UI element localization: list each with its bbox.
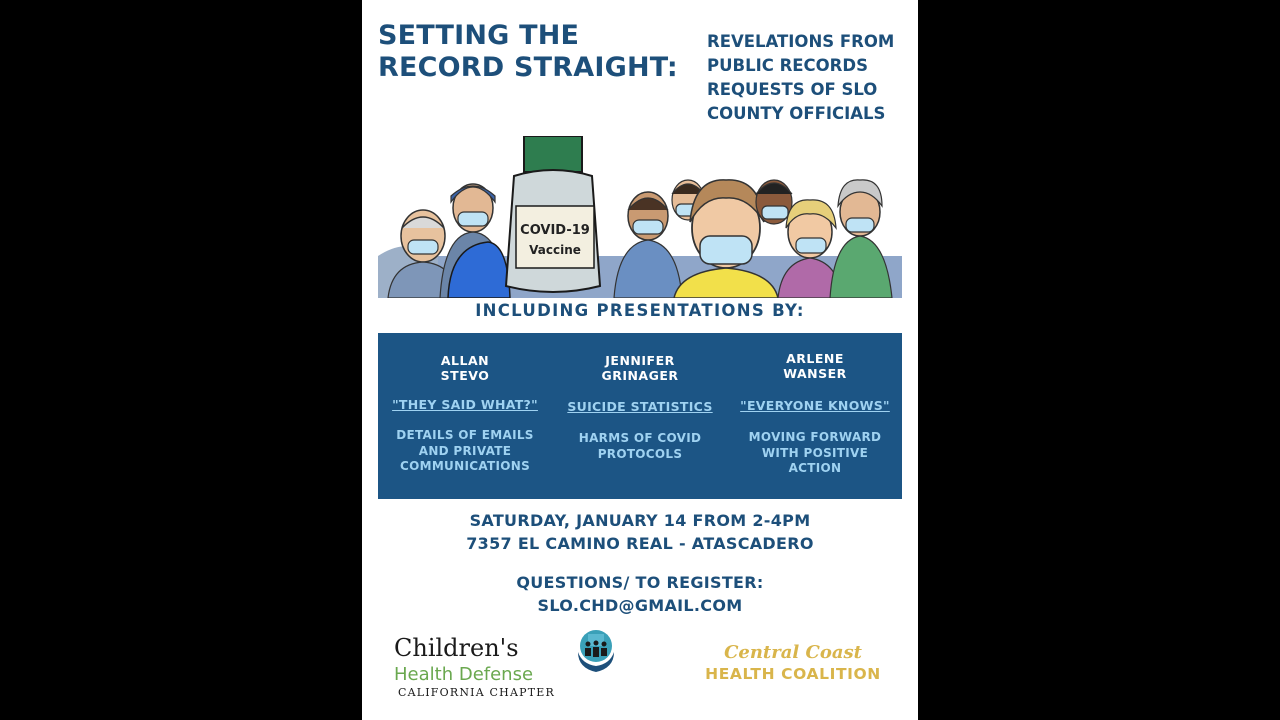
- description-line-3: COMMUNICATIONS: [399, 459, 531, 473]
- presenter-name-line-2: GRINAGER: [601, 368, 679, 383]
- description-line-2: WITH POSITIVE: [761, 445, 869, 460]
- event-details: [362, 509, 918, 555]
- ccc-logo-line-2: HEALTH COALITION: [705, 665, 881, 683]
- presentation-description: [378, 428, 552, 475]
- childrens-health-defense-logo: [394, 628, 594, 704]
- presenter-column-3: [728, 333, 902, 499]
- presentation-title: SUICIDE STATISTICS: [567, 399, 713, 414]
- presenter-name-line-1: ARLENE: [786, 351, 844, 366]
- presenter-name: [378, 353, 552, 383]
- central-coast-health-coalition-logo: [698, 642, 888, 683]
- registration-label: QUESTIONS/ TO REGISTER:: [516, 573, 764, 592]
- registration-email: SLO.CHD@GMAIL.COM: [537, 596, 743, 615]
- person-back-1: [614, 192, 682, 298]
- subtitle-line-2: PUBLIC RECORDS: [707, 56, 868, 75]
- masked-crowd-vaccine-illustration: [378, 136, 902, 298]
- presenter-column-2: [553, 333, 727, 499]
- registration-info: [362, 571, 918, 617]
- description-line-1: DETAILS OF EMAILS: [396, 428, 534, 442]
- presenter-name: [728, 351, 902, 381]
- presenter-name: [553, 353, 727, 383]
- presenter-name-line-2: STEVO: [440, 368, 490, 383]
- subtitle-line-3: REQUESTS OF SLO: [707, 80, 878, 99]
- description-line-2: AND PRIVATE: [418, 443, 512, 458]
- description-line-1: MOVING FORWARD: [748, 430, 882, 444]
- presenter-name-line-1: ALLAN: [440, 353, 490, 368]
- presentation-title: "EVERYONE KNOWS": [740, 398, 890, 413]
- chd-logo-line-3: CALIFORNIA CHAPTER: [398, 686, 555, 699]
- chd-logo-line-1: Children's: [394, 634, 519, 662]
- event-address: 7357 EL CAMINO REAL - ATASCADERO: [466, 534, 814, 553]
- ccc-logo-line-1: Central Coast: [724, 642, 862, 663]
- event-date-time: SATURDAY, JANUARY 14 FROM 2-4PM: [469, 511, 811, 530]
- presentation-description: [728, 430, 902, 477]
- presenter-column-1: [378, 333, 552, 499]
- subtitle-line-4: COUNTY OFFICIALS: [707, 104, 886, 123]
- person-right-1: [756, 180, 792, 224]
- masked-crowd-drawing: [378, 136, 902, 298]
- hands-family-emblem-icon: [574, 628, 618, 674]
- presentation-title: "THEY SAID WHAT?": [392, 397, 538, 412]
- vial-label-line-2: Vaccine: [529, 243, 581, 257]
- presentation-description: [553, 431, 727, 462]
- presenter-name-line-1: JENNIFER: [605, 353, 675, 368]
- description-line-2: PROTOCOLS: [597, 446, 683, 461]
- person-right-3: [830, 180, 892, 298]
- vaccine-vial: [506, 136, 600, 292]
- chd-logo-line-2: Health Defense: [394, 664, 534, 685]
- flyer-subtitle: [707, 30, 907, 126]
- title-line-1: SETTING THE: [378, 20, 580, 51]
- presenter-name-line-2: WANSER: [783, 366, 847, 381]
- subtitle-line-1: REVELATIONS FROM: [707, 32, 895, 51]
- presenters-panel: [378, 333, 902, 499]
- description-line-1: HARMS OF COVID: [578, 431, 702, 445]
- presenters-heading: INCLUDING PRESENTATIONS BY:: [475, 301, 805, 320]
- vial-label-line-1: COVID-19: [520, 223, 590, 238]
- event-flyer: [362, 0, 918, 720]
- flyer-title: [378, 20, 698, 84]
- description-line-3: ACTION: [788, 461, 842, 475]
- title-line-2: RECORD STRAIGHT:: [378, 52, 678, 83]
